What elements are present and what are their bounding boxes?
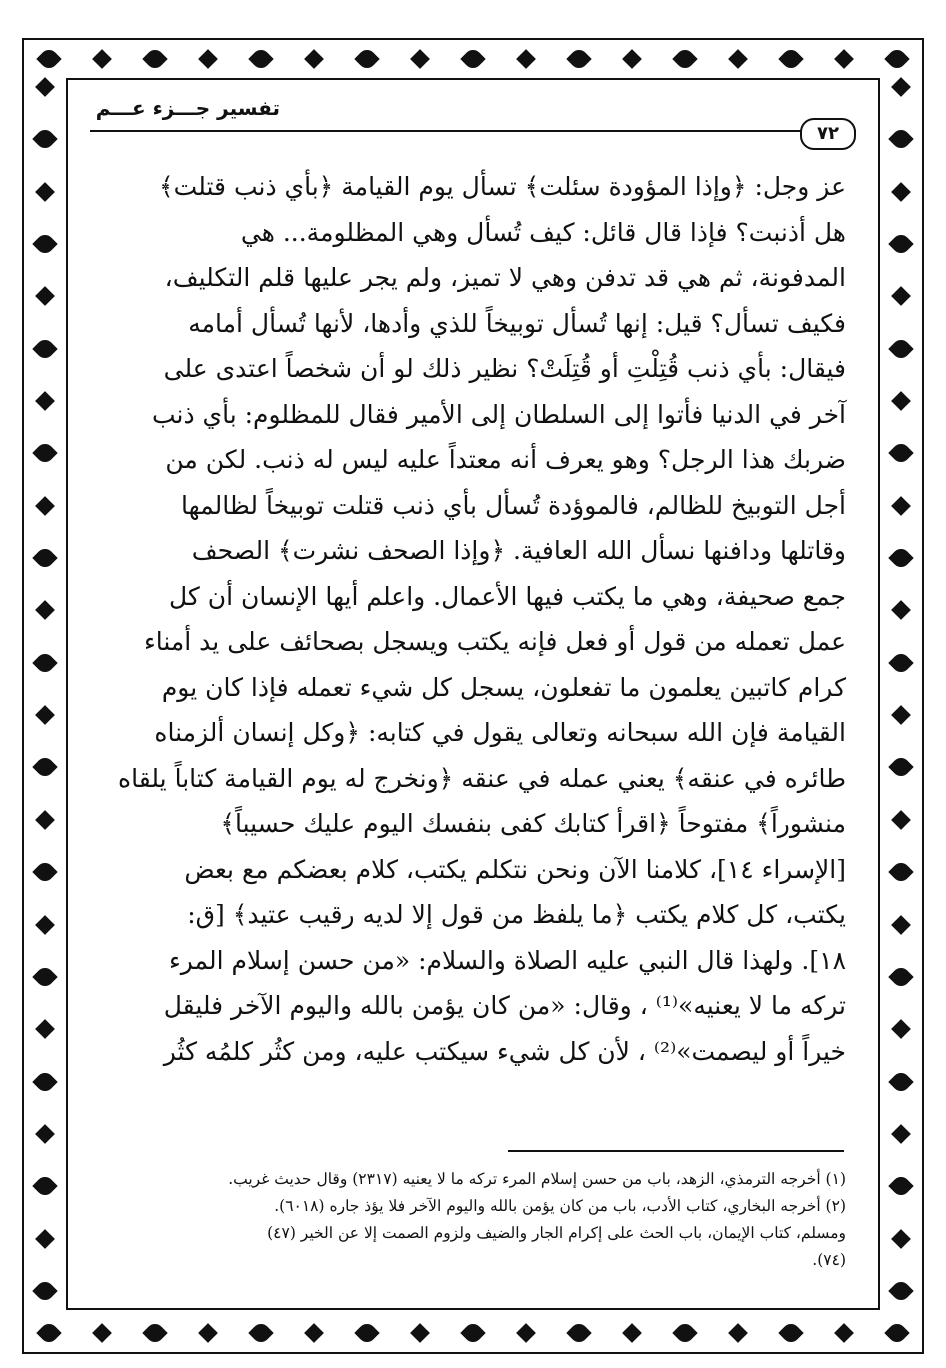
ornament-icon [198,49,218,69]
ornament-icon [891,705,911,725]
ornament-icon [32,650,57,675]
ornament-icon [32,441,57,466]
footnote: ومسلم، كتاب الإيمان، باب الحث على إكرام الجار والضيف ولزوم الصمت إلا عن الخير (٤٧) [267,1224,846,1242]
ornament-icon [622,49,642,69]
text-line: ضربك هذا الرجل؟ وهو يعرف أنه معتداً عليه ليس له ذنب. لكن من [165,445,846,474]
ornament-icon [32,336,57,361]
text-line: جمع صحيفة، وهي ما يكتب فيها الأعمال. واعلم أيها الإنسان أن كل [168,581,846,611]
text-line: آخر في الدنيا فأتوا إلى السلطان إلى الأمير فقال للمظلوم: بأي ذنب [151,399,846,429]
text-line: كرام كاتبين يعلمون ما تفعلون، يسجل كل شيء تعمله فإذا كان يوم [161,672,846,702]
ornament-icon [35,77,55,97]
ornament-icon [891,601,911,621]
ornament-icon [35,391,55,411]
ornament-icon [672,1320,697,1345]
ornament-icon [891,1019,911,1039]
ornament-icon [888,441,913,466]
ornament-icon [35,182,55,202]
ornament-icon [566,1320,591,1345]
ornament-icon [410,49,430,69]
text-line: أجل التوبيخ للظالم، فالموؤدة تُسأل بأي ذنب قتلت توبيخاً لظالمها [181,490,846,520]
left-ornament-column [30,80,60,1300]
ornament-icon [888,964,913,989]
ornament-icon [32,127,57,152]
ornament-icon [891,915,911,935]
text-line: فيقال: بأي ذنب قُتِلْتِ أو قُتِلَتْ؟ نظير ذلك لو أن شخصاً اعتدى على [163,354,846,383]
ornament-icon [32,1278,57,1303]
ornament-icon [516,49,536,69]
ornament-icon [32,755,57,780]
ornament-icon [884,1320,909,1345]
ornament-icon [35,915,55,935]
text-line: طائره في عنقه﴾ يعني عمله في عنقه ﴿ونخرج له يوم القيامة كتاباً يلقاه [118,763,846,793]
page-number: ٧٢ [800,118,856,150]
ornament-icon [891,1229,911,1249]
ornament-icon [304,1323,324,1343]
ornament-icon [622,1323,642,1343]
ornament-icon [888,545,913,570]
ornament-icon [32,859,57,884]
text-line: المدفونة، ثم هي قد تدفن وهي لا تميز، ولم يجر عليها قلم التكليف، [164,263,846,292]
ornament-icon [884,46,909,71]
ornament-icon [35,1229,55,1249]
bottom-ornament-row [40,1318,906,1348]
ornament-icon [888,1069,913,1094]
ornament-icon [516,1323,536,1343]
ornament-icon [35,601,55,621]
footnote: (٧٤). [812,1251,846,1269]
ornament-icon [888,231,913,256]
ornament-icon [891,810,911,830]
ornament-icon [891,1124,911,1144]
ornament-icon [35,286,55,306]
ornament-icon [891,286,911,306]
page-header [90,96,856,144]
ornament-icon [248,46,273,71]
ornament-icon [566,46,591,71]
text-line: فكيف تسأل؟ قيل: إنها تُسأل توبيخاً للذي وأدها، لأنها تُسأل أمامه [188,308,846,338]
ornament-icon [92,49,112,69]
ornament-icon [35,705,55,725]
ornament-icon [354,1320,379,1345]
top-ornament-row [40,44,906,74]
ornament-icon [32,231,57,256]
ornament-icon [92,1323,112,1343]
ornament-icon [891,182,911,202]
ornament-icon [834,49,854,69]
text-line: [الإسراء ١٤]، كلامنا الآن ونحن نتكلم يكتب، كلام بعضكم مع بعض [184,854,846,884]
text-line: عمل تعمله من قول أو فعل فإنه يكتب ويسجل بصحائف على يد أمناء [143,627,846,656]
ornament-icon [35,1019,55,1039]
ornament-icon [32,1173,57,1198]
ornament-icon [888,755,913,780]
ornament-icon [834,1323,854,1343]
book-title: تفسير جـــزء عـــم [95,96,280,120]
header-divider [90,130,856,132]
footnote: (٢) أخرجه البخاري، كتاب الأدب، باب من كان يؤمن بالله واليوم الآخر فلا يؤذ جاره (٦٠١٨). [274,1197,846,1215]
footnote: (١) أخرجه الترمذي، الزهد، باب من حسن إسلام المرء تركه ما لا يعنيه (٢٣١٧) وقال حديث غريب. [228,1170,846,1188]
ornament-icon [778,1320,803,1345]
ornament-icon [142,1320,167,1345]
text-line: خيراً أو ليصمت»⁽²⁾ ، لأن كل شيء سيكتب عليه، ومن كثُر كلمُه كثُر [163,1036,846,1066]
text-line: وقاتلها ودافنها نسأل الله العافية. ﴿وإذا الصحف نشرت﴾ الصحف [191,536,846,565]
ornament-icon [891,496,911,516]
ornament-icon [728,1323,748,1343]
footnotes [90,1166,846,1274]
text-line: تركه ما لا يعنيه»⁽¹⁾ ، وقال: «من كان يؤمن بالله واليوم الآخر فليقل [163,991,846,1020]
ornament-icon [36,1320,61,1345]
ornament-icon [32,545,57,570]
ornament-icon [35,1124,55,1144]
ornament-icon [198,1323,218,1343]
ornament-icon [778,46,803,71]
ornament-icon [888,650,913,675]
ornament-icon [35,810,55,830]
ornament-icon [888,127,913,152]
text-line: القيامة فإن الله سبحانه وتعالى يقول في كتابه: ﴿وكل إنسان ألزمناه [154,718,846,747]
ornament-icon [891,77,911,97]
text-line: هل أذنبت؟ فإذا قال قائل: كيف تُسأل وهي المظلومة... هي [240,217,846,247]
text-line: عز وجل: ﴿وإذا المؤودة سئلت﴾ تسأل يوم القيامة ﴿بأي ذنب قتلت﴾ [159,172,846,201]
text-line: ١٨]. ولهذا قال النبي عليه الصلاة والسلام: «من حسن إسلام المرء [168,945,846,975]
ornament-icon [304,49,324,69]
ornament-icon [248,1320,273,1345]
ornament-icon [672,46,697,71]
ornament-icon [36,46,61,71]
ornament-icon [888,1173,913,1198]
ornament-icon [460,46,485,71]
ornament-icon [354,46,379,71]
ornament-icon [410,1323,430,1343]
text-line: منشوراً﴾ مفتوحاً ﴿اقرأ كتابك كفى بنفسك اليوم عليك حسيباً﴾ [220,809,846,838]
right-ornament-column [886,80,916,1300]
text-line: يكتب، كل كلام يكتب ﴿ما يلفظ من قول إلا لديه رقيب عتيد﴾ [ق: [187,900,846,929]
ornament-icon [32,1069,57,1094]
ornament-icon [32,964,57,989]
ornament-icon [888,859,913,884]
ornament-icon [891,391,911,411]
ornament-icon [888,336,913,361]
ornament-icon [728,49,748,69]
ornament-icon [460,1320,485,1345]
ornament-icon [142,46,167,71]
footnote-divider [508,1150,844,1152]
ornament-icon [35,496,55,516]
ornament-icon [888,1278,913,1303]
body-text [90,164,846,1074]
